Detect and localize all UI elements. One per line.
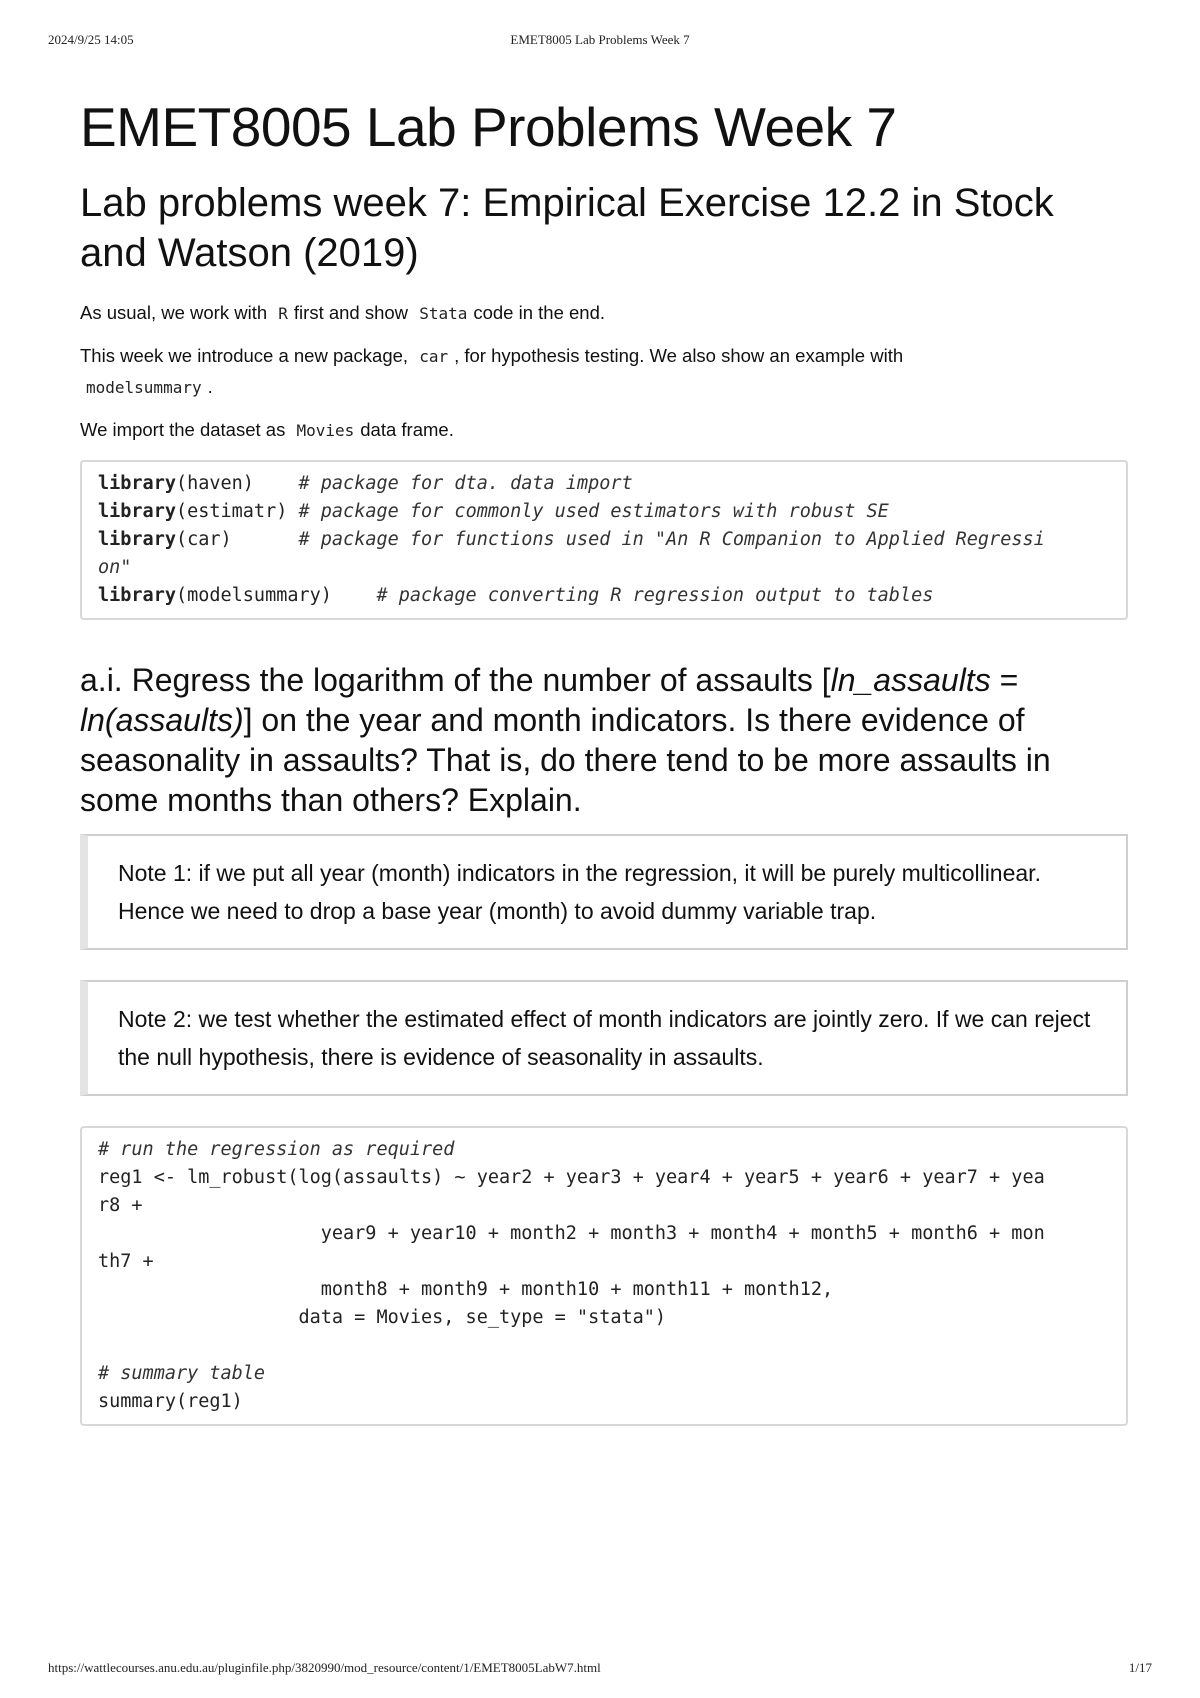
intro2-text-1: This week we introduce a new package, (80, 345, 409, 366)
question-text-3: ] on the year and month indicators. Is there evidence of seasonality in assaults? That is, do there tend to be more assaults in some months than others? Explain. (80, 702, 1051, 818)
print-timestamp: 2024/9/25 14:05 (48, 32, 134, 47)
inline-code-modelsummary: modelsummary (86, 378, 202, 397)
code-text: (car) (175, 529, 299, 550)
inline-code-car: car (419, 347, 449, 366)
code-line: r8 + (98, 1195, 143, 1216)
section-heading: Lab problems week 7: Empirical Exercise 12.2 in Stock and Watson (2019) (80, 181, 1054, 275)
code-text: (haven) (175, 473, 299, 494)
code-comment: # package for functions used in "An R Companion to Applied Regressi (298, 529, 1045, 550)
code-keyword: library (98, 501, 176, 522)
code-line: th7 + (98, 1251, 154, 1272)
code-comment: # package converting R regression output to tables (376, 585, 934, 606)
intro-paragraph-3 (80, 415, 1128, 446)
code-comment: # run the regression as required (98, 1139, 455, 1160)
print-footer (48, 1660, 1152, 1680)
intro1-text-3: code in the end. (473, 302, 606, 323)
code-block-regression[interactable] (80, 1126, 1128, 1426)
inline-code-r: R (278, 304, 288, 323)
inline-code-movies: Movies (296, 421, 355, 440)
print-url: https://wattlecourses.anu.edu.au/pluginfile.php/3820990/mod_resource/content/1/EMET8005LabW7.html (48, 1660, 601, 1675)
intro-paragraph-1 (80, 298, 1128, 329)
code-line: summary(reg1) (98, 1391, 243, 1412)
intro3-text-1: We import the dataset as (80, 419, 286, 440)
question-emphasis-2: ln(assaults) (80, 702, 244, 738)
code-keyword: library (98, 585, 176, 606)
code-line: data = Movies, se_type = "stata") (98, 1307, 667, 1328)
code-comment: on" (98, 557, 132, 578)
question-emphasis-1: ln_assaults (830, 662, 991, 698)
intro3-text-2: data frame. (360, 419, 454, 440)
code-block-libraries[interactable] (80, 460, 1128, 620)
code-comment: # summary table (98, 1363, 266, 1384)
note-2-callout: Note 2: we test whether the estimated effect of month indicators are jointly zero. If we can reject the null hypothesis, there is evidence of seasonality in assaults. (80, 980, 1128, 1096)
inline-code-stata: Stata (419, 304, 468, 323)
document-content (80, 84, 1128, 1426)
code-comment: # package for dta. data import (298, 473, 633, 494)
code-text: (modelsummary) (175, 585, 377, 606)
code-line: year9 + year10 + month2 + month3 + month4 + month5 + month6 + mon (98, 1223, 1045, 1244)
code-line: reg1 <- lm_robust(log(assaults) ~ year2 + year3 + year4 + year5 + year6 + year7 + yea (98, 1167, 1045, 1188)
print-header (48, 32, 1152, 52)
intro1-text-2: first and show (293, 302, 409, 323)
code-text: (estimatr) (175, 501, 299, 522)
question-text-2: = (990, 662, 1019, 698)
code-line: month8 + month9 + month10 + month11 + month12, (98, 1279, 834, 1300)
intro2-text-2: , for hypothesis testing. We also show an example with (454, 345, 904, 366)
page-title: EMET8005 Lab Problems Week 7 (80, 96, 897, 158)
print-header-title: EMET8005 Lab Problems Week 7 (510, 32, 690, 47)
question-text-1: a.i. Regress the logarithm of the number of assaults [ (80, 662, 831, 698)
page-number: 1/17 (1128, 1660, 1152, 1675)
code-keyword: library (98, 473, 176, 494)
question-a-i-heading (80, 660, 1128, 820)
code-comment: # package for commonly used estimators with robust SE (298, 501, 889, 522)
code-keyword: library (98, 529, 176, 550)
note-1-callout: Note 1: if we put all year (month) indicators in the regression, it will be purely multicollinear. Hence we need to drop a base year (month) to avoid dummy variable trap. (80, 834, 1128, 950)
intro2-text-3: . (207, 376, 213, 397)
intro1-text-1: As usual, we work with (80, 302, 268, 323)
intro-paragraph-2 (80, 341, 1128, 403)
